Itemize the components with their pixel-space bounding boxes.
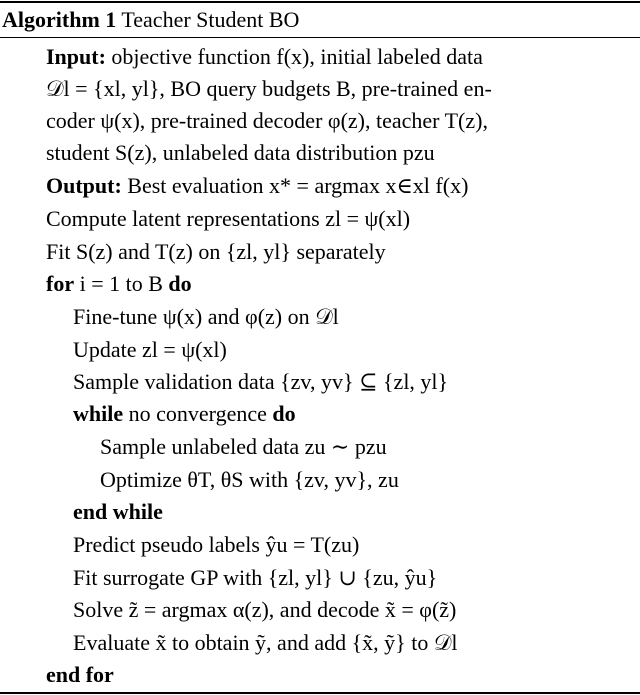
input-text-row-1: objective function f(x), initial labeled data [111,44,483,69]
bottom-rule [0,692,640,694]
line-body [46,170,468,202]
input-text-row-4: student S(z), unlabeled data distribution pzu [46,140,435,165]
line-text: Sample validation data {zv, yv} ⊆ {zl, yl} [73,369,449,394]
line-text: Update zl = ψ(xl) [73,337,227,362]
input-text-row-2: 𝒟l = {xl, yl}, BO query budgets B, pre-trained en- [46,76,492,101]
keyword-do: do [272,401,296,426]
algorithm-title: Teacher Student BO [121,7,300,32]
line-text: Evaluate x̃ to obtain ỹ, and add {x̃, ỹ} to 𝒟l [73,630,458,655]
line-text: i = 1 to B [79,271,163,296]
line-text: Fine-tune ψ(x) and φ(z) on 𝒟l [73,304,339,329]
top-rule [0,1,640,3]
keyword-end-while: end while [73,499,163,524]
line-text: no convergence [128,401,267,426]
line-text: Fit surrogate GP with {zl, yl} ∪ {zu, ŷu} [73,565,438,590]
line-text: Best evaluation x* = argmax x∈xl f(x) [127,173,469,198]
line-body [46,268,192,300]
keyword-for: for [46,271,75,296]
algorithm-caption [2,4,299,36]
input-text-row-3: coder ψ(x), pre-trained decoder φ(z), teacher T(z), [46,108,488,133]
caption-rule [0,37,640,38]
keyword-end-for: end for [46,662,114,687]
keyword-input: Input: [46,44,106,69]
line-text: Predict pseudo labels ŷu = T(zu) [73,532,360,557]
keyword-while: while [73,401,124,426]
line-text: Compute latent representations zl = ψ(xl) [46,206,411,231]
line-text: Optimize θT, θS with {zv, yv}, zu [100,467,399,492]
line-body [73,398,296,430]
line-text: Sample unlabeled data zu ∼ pzu [100,434,387,459]
line-text: Solve z̃ = argmax α(z), and decode x̃ = φ(z̃) [73,597,457,622]
keyword-do: do [168,271,192,296]
line-body [46,41,483,73]
keyword-output: Output: [46,173,122,198]
algorithm-label: Algorithm 1 [2,7,117,32]
line-text: Fit S(z) and T(z) on {zl, yl} separately [46,239,386,264]
